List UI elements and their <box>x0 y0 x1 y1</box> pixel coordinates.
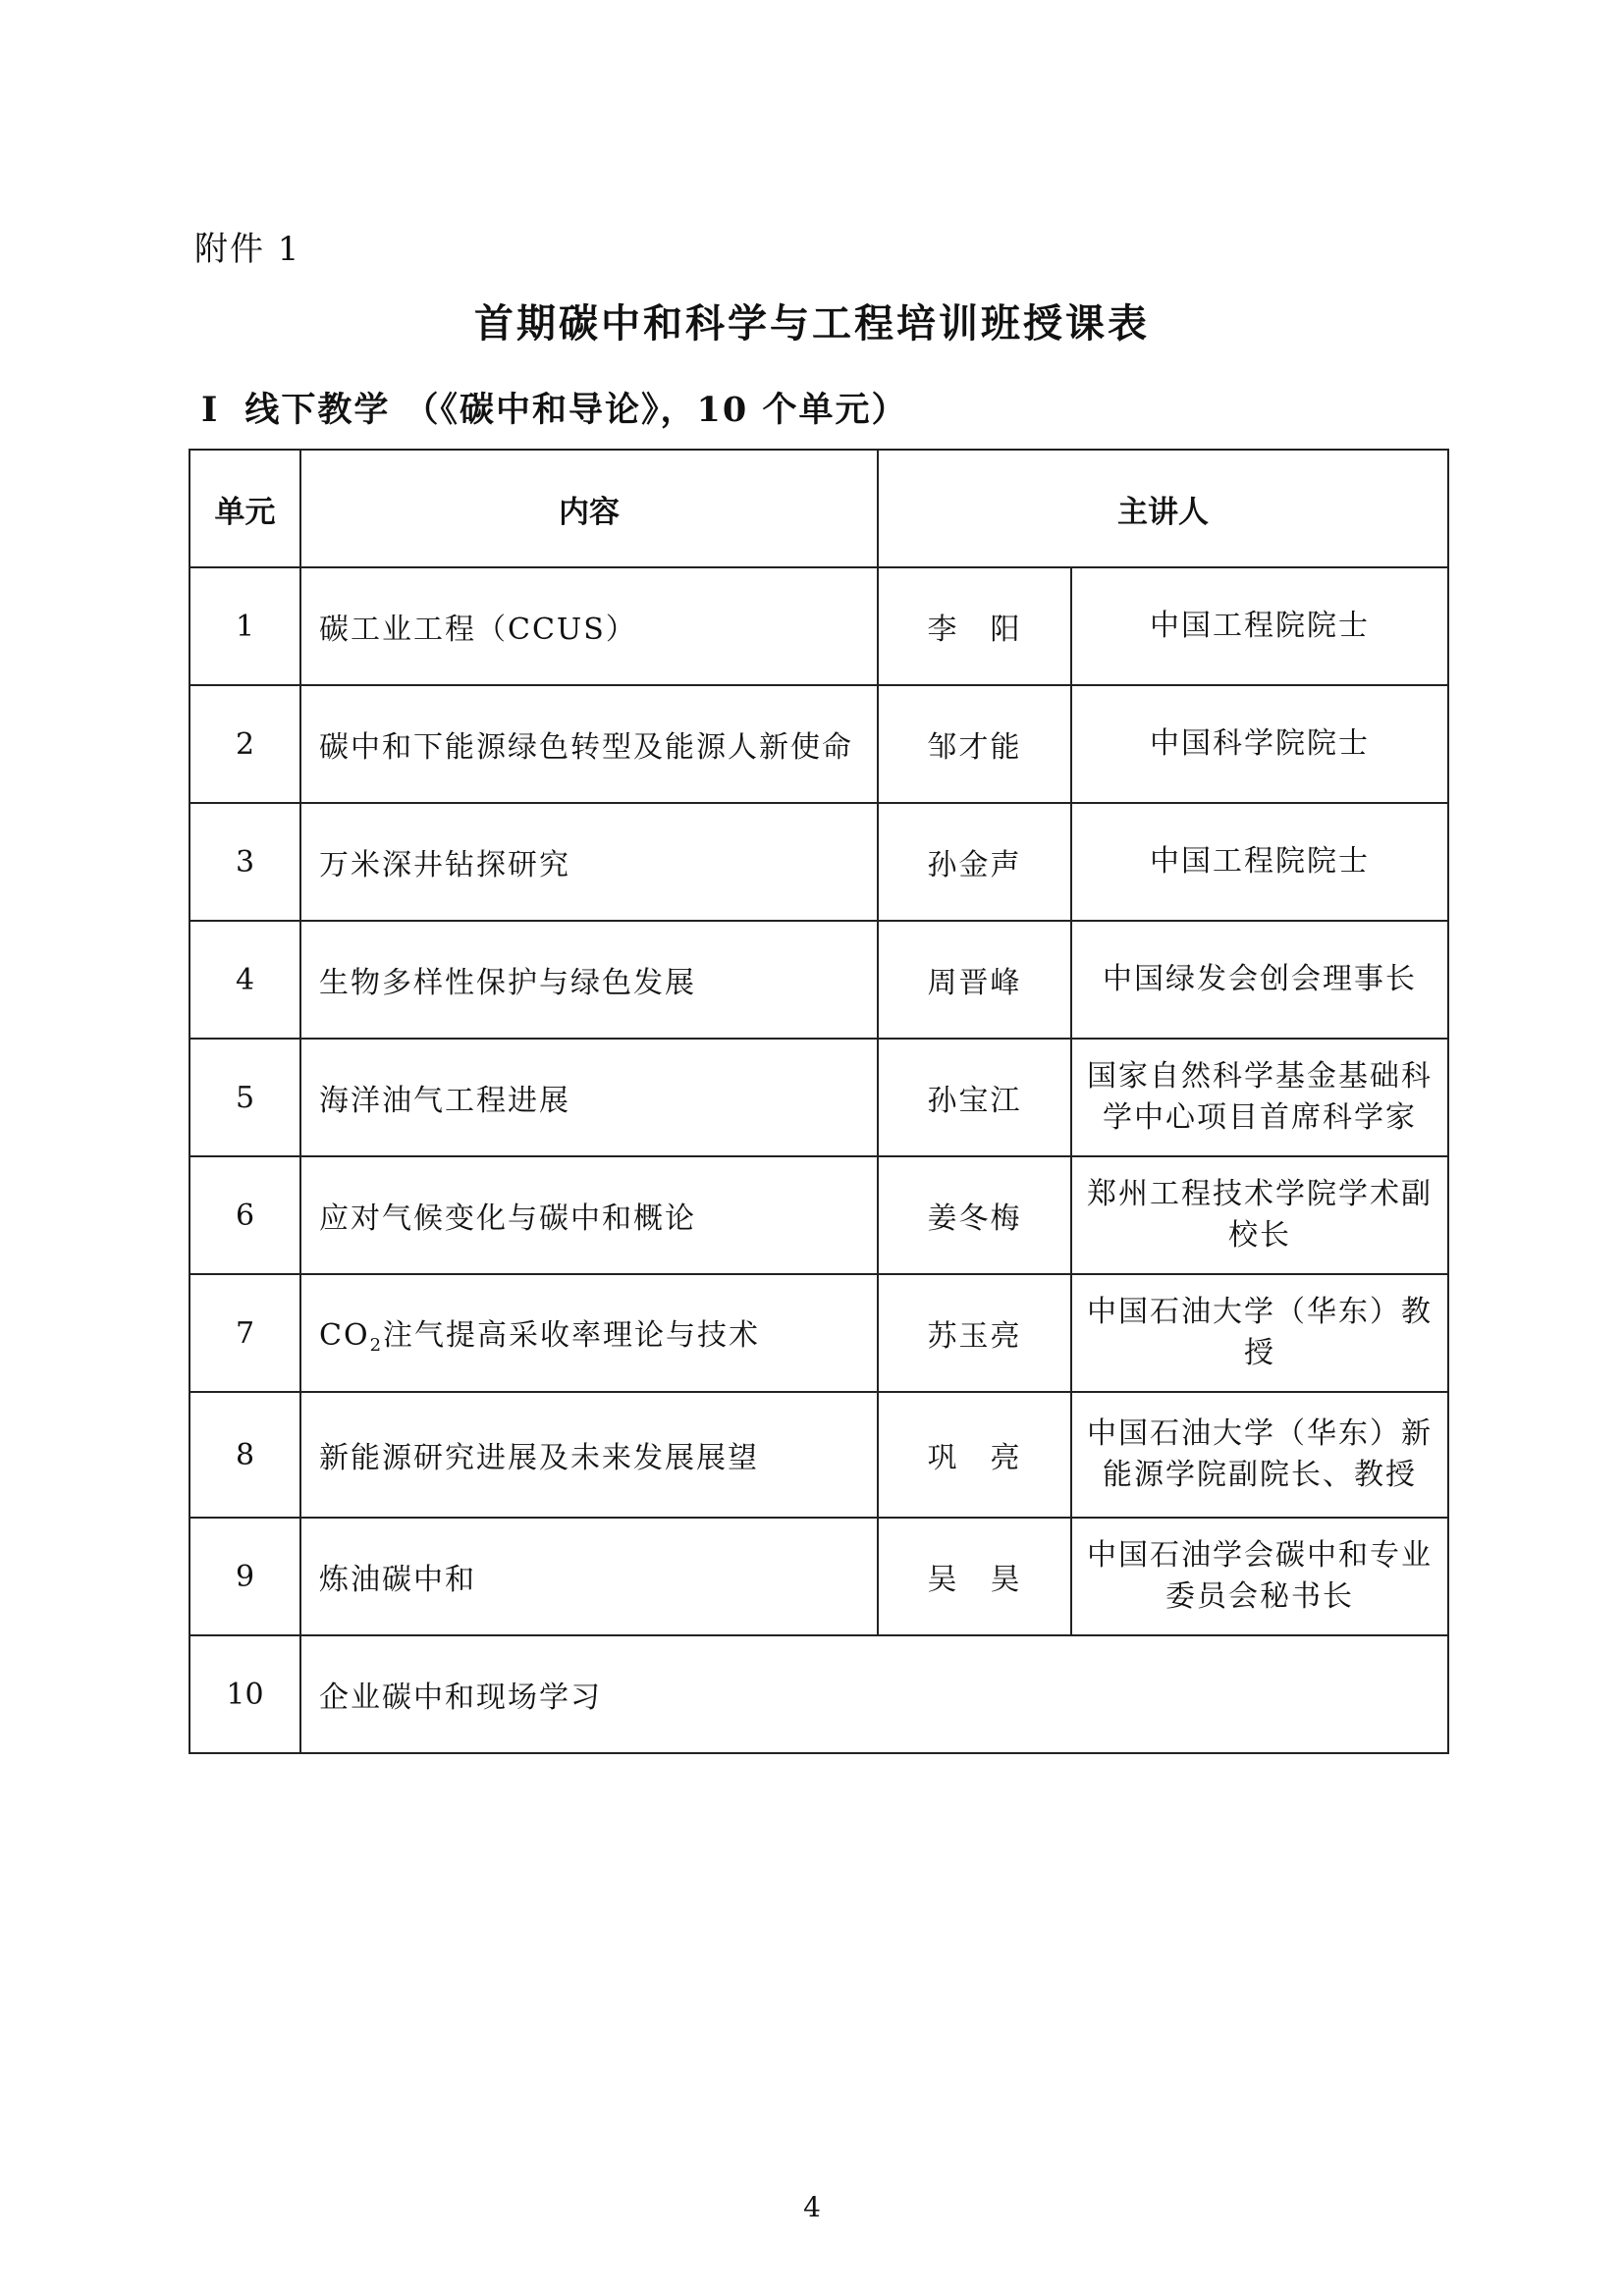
co2-subscript: 2 <box>369 1335 384 1356</box>
content-cell: 炼油碳中和 <box>300 1518 878 1635</box>
table-row <box>189 1635 1448 1753</box>
header-speaker: 主讲人 <box>878 450 1448 567</box>
section-heading <box>201 383 907 432</box>
speaker-name: 巩 亮 <box>878 1392 1071 1518</box>
schedule-table <box>189 449 1449 1754</box>
unit-cell: 8 <box>189 1392 300 1518</box>
page-number: 4 <box>803 2191 821 2223</box>
content-cell: 企业碳中和现场学习 <box>300 1635 1448 1753</box>
speaker-name: 周晋峰 <box>878 921 1071 1039</box>
speaker-title: 中国石油大学（华东）新能源学院副院长、教授 <box>1071 1392 1448 1518</box>
unit-cell: 1 <box>189 567 300 685</box>
speaker-title: 中国绿发会创会理事长 <box>1071 921 1448 1039</box>
speaker-title: 郑州工程技术学院学术副校长 <box>1071 1156 1448 1274</box>
co2-formula: CO <box>319 1318 370 1353</box>
speaker-name: 姜冬梅 <box>878 1156 1071 1274</box>
table-row <box>189 1039 1448 1156</box>
speaker-name: 邹才能 <box>878 685 1071 803</box>
speaker-name: 吴 昊 <box>878 1518 1071 1635</box>
content-cell: 碳中和下能源绿色转型及能源人新使命 <box>300 685 878 803</box>
content-cell: 新能源研究进展及未来发展展望 <box>300 1392 878 1518</box>
table-row <box>189 921 1448 1039</box>
content-cell: 万米深井钻探研究 <box>300 803 878 921</box>
content-cell: 生物多样性保护与绿色发展 <box>300 921 878 1039</box>
table-row <box>189 1156 1448 1274</box>
header-unit: 单元 <box>189 450 300 567</box>
section-title: 线下教学 （《碳中和导论》，10 个单元） <box>244 390 908 430</box>
content-text: 注气提高采收率理论与技术 <box>383 1318 761 1353</box>
table-row <box>189 567 1448 685</box>
speaker-name: 孙金声 <box>878 803 1071 921</box>
speaker-name: 孙宝江 <box>878 1039 1071 1156</box>
speaker-title: 中国工程院院士 <box>1071 803 1448 921</box>
unit-cell: 9 <box>189 1518 300 1635</box>
speaker-name: 李 阳 <box>878 567 1071 685</box>
content-cell <box>300 1274 878 1392</box>
document-title: 首期碳中和科学与工程培训班授课表 <box>474 300 1150 347</box>
attachment-label: 附件 1 <box>194 230 301 269</box>
table-row <box>189 685 1448 803</box>
table-row <box>189 1274 1448 1392</box>
unit-cell: 5 <box>189 1039 300 1156</box>
content-cell: 海洋油气工程进展 <box>300 1039 878 1156</box>
unit-cell: 7 <box>189 1274 300 1392</box>
table-row <box>189 1392 1448 1518</box>
header-content: 内容 <box>300 450 878 567</box>
table-row <box>189 1518 1448 1635</box>
speaker-title: 中国石油学会碳中和专业委员会秘书长 <box>1071 1518 1448 1635</box>
section-number: Ⅰ <box>201 390 220 430</box>
unit-cell: 4 <box>189 921 300 1039</box>
table-header-row <box>189 450 1448 567</box>
content-cell: 应对气候变化与碳中和概论 <box>300 1156 878 1274</box>
unit-cell: 2 <box>189 685 300 803</box>
speaker-title: 中国石油大学（华东）教授 <box>1071 1274 1448 1392</box>
content-cell: 碳工业工程（CCUS） <box>300 567 878 685</box>
unit-cell: 10 <box>189 1635 300 1753</box>
speaker-title: 中国工程院院士 <box>1071 567 1448 685</box>
table-row <box>189 803 1448 921</box>
speaker-title: 国家自然科学基金基础科学中心项目首席科学家 <box>1071 1039 1448 1156</box>
speaker-title: 中国科学院院士 <box>1071 685 1448 803</box>
speaker-name: 苏玉亮 <box>878 1274 1071 1392</box>
unit-cell: 3 <box>189 803 300 921</box>
unit-cell: 6 <box>189 1156 300 1274</box>
